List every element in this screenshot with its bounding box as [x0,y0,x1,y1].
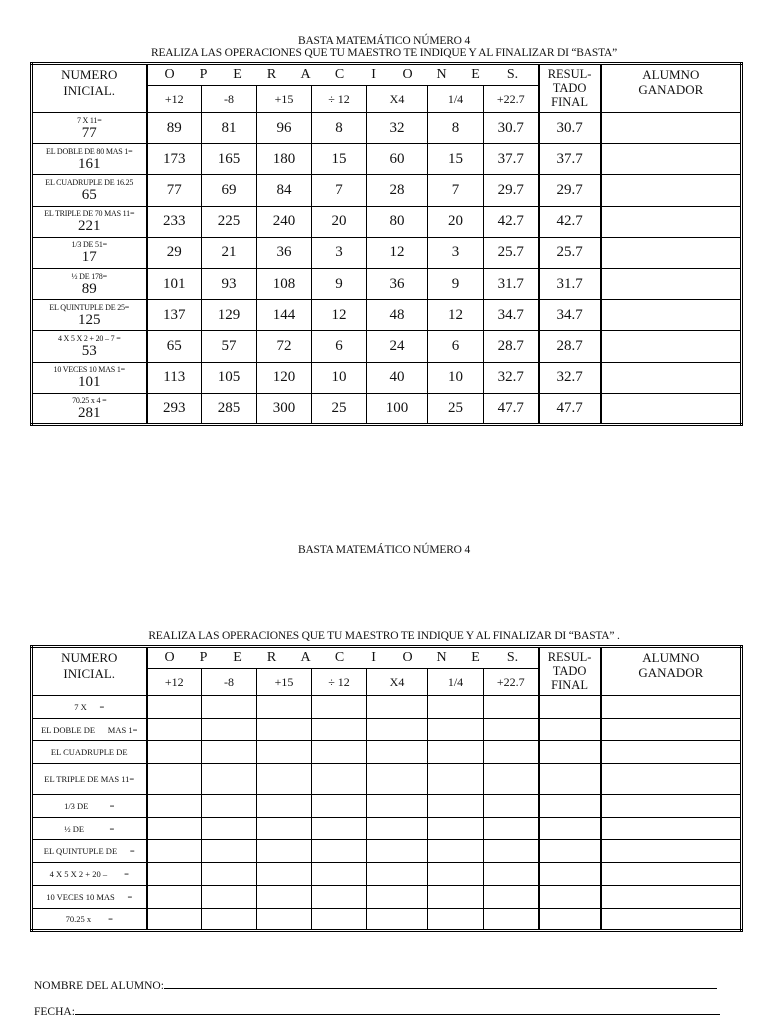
operation-value-cell: 96 [257,113,312,144]
operation-value-cell: 24 [367,331,428,362]
operation-header: ÷ 12 [312,669,367,696]
result-input-cell[interactable] [539,840,601,863]
initial-number: 77 [81,124,97,141]
operation-value-cell: 93 [202,268,257,299]
operation-value-cell: 285 [202,393,257,424]
winner-cell[interactable] [601,300,742,331]
operaciones-letter: E [471,67,480,82]
initial-number-cell [32,144,147,175]
operation-input-cell[interactable] [312,863,367,886]
operaciones-letter: O [164,650,175,665]
result-cell: 25.7 [539,237,601,268]
prompt-text: 1/3 DE 51= [71,240,107,250]
table-row [32,741,742,764]
operation-input-cell[interactable] [312,817,367,840]
operation-value-cell: 293 [147,393,202,424]
operation-value-cell: 108 [257,268,312,299]
initial-number: 281 [78,404,101,421]
initial-number-cell[interactable]: EL TRIPLE DE MAS 11= [32,764,147,795]
operation-value-cell: 6 [428,331,484,362]
operation-value-cell: 300 [257,393,312,424]
operation-header: -8 [202,86,257,113]
operation-header: +22.7 [484,669,539,696]
operation-value-cell: 32.7 [484,362,539,393]
table-row [32,908,742,931]
operation-input-cell[interactable] [257,718,312,741]
operation-value-cell: 20 [312,206,367,237]
operation-value-cell: 10 [428,362,484,393]
operation-value-cell: 31.7 [484,268,539,299]
winner-cell[interactable] [601,206,742,237]
prompt-text: EL CUADRUPLE DE 16.25 [45,177,134,187]
operation-input-cell[interactable] [147,885,202,908]
initial-number-cell[interactable]: 4 X 5 X 2 + 20 – = [32,863,147,886]
operation-value-cell: 7 [428,175,484,206]
operation-value-cell: 129 [202,300,257,331]
operation-input-cell[interactable] [428,908,484,931]
student-name-label: NOMBRE DEL ALUMNO: [34,980,164,992]
operation-input-cell[interactable] [428,696,484,719]
result-input-cell[interactable] [539,885,601,908]
initial-number-cell[interactable]: 70.25 x = [32,908,147,931]
initial-number: 221 [78,218,101,235]
winner-input-cell[interactable] [601,764,742,795]
initial-number-cell [32,362,147,393]
operation-value-cell: 36 [257,237,312,268]
winner-cell[interactable] [601,144,742,175]
operation-input-cell[interactable] [147,840,202,863]
operation-input-cell[interactable] [484,696,539,719]
prompt-text: ½ DE 178= [71,271,107,281]
initial-number-cell [32,268,147,299]
operation-value-cell: 32 [367,113,428,144]
header-numero-inicial: NUMERO INICIAL. [32,64,147,113]
operation-input-cell[interactable] [202,696,257,719]
operation-value-cell: 34.7 [484,300,539,331]
operation-value-cell: 180 [257,144,312,175]
header-operaciones [147,64,539,86]
table-row [32,268,742,299]
operation-input-cell[interactable] [428,863,484,886]
operation-input-cell[interactable] [312,840,367,863]
initial-number: 65 [81,186,97,203]
operation-input-cell[interactable] [202,795,257,818]
operation-input-cell[interactable] [312,741,367,764]
operation-input-cell[interactable] [257,840,312,863]
result-cell: 47.7 [539,393,601,424]
operation-value-cell: 8 [312,113,367,144]
operation-header: X4 [367,86,428,113]
operation-input-cell[interactable] [367,764,428,795]
operaciones-letter: S. [506,67,519,82]
winner-input-cell[interactable] [601,795,742,818]
operation-value-cell: 65 [147,331,202,362]
operation-value-cell: 60 [367,144,428,175]
initial-number-cell[interactable]: 10 VECES 10 MAS = [32,885,147,908]
operation-input-cell[interactable] [257,795,312,818]
student-name-field[interactable] [34,978,717,992]
operation-input-cell[interactable] [484,885,539,908]
operation-value-cell: 100 [367,393,428,424]
table-row [32,144,742,175]
table-row [32,113,742,144]
prompt-text: 10 VECES 10 MAS 1= [53,365,125,375]
operation-value-cell: 81 [202,113,257,144]
result-cell: 37.7 [539,144,601,175]
operation-input-cell[interactable] [367,885,428,908]
result-input-cell[interactable] [539,696,601,719]
initial-number-cell [32,300,147,331]
table-row [32,764,742,795]
result-input-cell[interactable] [539,764,601,795]
result-input-cell[interactable] [539,863,601,886]
operation-header: X4 [367,669,428,696]
header-alumno-ganador: ALUMNO GANADOR [601,647,742,696]
table-row [32,175,742,206]
result-cell: 42.7 [539,206,601,237]
winner-cell[interactable] [601,237,742,268]
operation-input-cell[interactable] [367,741,428,764]
operation-input-cell[interactable] [428,795,484,818]
table-row [32,840,742,863]
header-alumno-ganador: ALUMNO GANADOR [601,64,742,113]
operation-input-cell[interactable] [257,764,312,795]
operation-value-cell: 3 [428,237,484,268]
operation-value-cell: 30.7 [484,113,539,144]
prompt-text: EL TRIPLE DE 70 MAS 11= [44,209,135,219]
result-cell: 28.7 [539,331,601,362]
operation-value-cell: 69 [202,175,257,206]
header-numero-inicial: NUMERO INICIAL. [32,647,147,696]
operation-input-cell[interactable] [428,840,484,863]
operaciones-letter: E [471,650,480,665]
operation-value-cell: 173 [147,144,202,175]
basta-table-blank [30,645,743,932]
table-row [32,885,742,908]
operation-input-cell[interactable] [484,817,539,840]
operation-header: -8 [202,669,257,696]
initial-number-cell[interactable]: 1/3 DE = [32,795,147,818]
result-cell: 32.7 [539,362,601,393]
operaciones-letter: R [266,67,277,82]
sheet2-subtitle: REALIZA LAS OPERACIONES QUE TU MAESTRO TE INDIQUE Y AL FINALIZAR DI “BASTA” . [148,630,620,642]
operation-input-cell[interactable] [367,795,428,818]
operation-value-cell: 25 [312,393,367,424]
operation-value-cell: 40 [367,362,428,393]
operation-value-cell: 12 [428,300,484,331]
operation-input-cell[interactable] [147,795,202,818]
operaciones-letter: P [199,67,208,82]
initial-number-cell [32,237,147,268]
operaciones-letter: S. [506,650,519,665]
table-row [32,331,742,362]
initial-number: 101 [78,374,101,391]
initial-number-cell[interactable]: EL DOBLE DE MAS 1= [32,718,147,741]
operation-value-cell: 9 [428,268,484,299]
operation-value-cell: 29.7 [484,175,539,206]
result-cell: 29.7 [539,175,601,206]
operation-input-cell[interactable] [428,764,484,795]
operation-value-cell: 42.7 [484,206,539,237]
operation-input-cell[interactable] [147,741,202,764]
operation-value-cell: 48 [367,300,428,331]
initial-number: 53 [81,342,97,359]
winner-input-cell[interactable] [601,908,742,931]
operation-header: 1/4 [428,86,484,113]
initial-number-cell [32,393,147,424]
header-resultado-final: RESUL- TADO FINAL [539,64,601,113]
operation-input-cell[interactable] [484,908,539,931]
operation-header: +12 [147,86,202,113]
initial-number-cell[interactable]: EL QUINTUPLE DE = [32,840,147,863]
operation-value-cell: 77 [147,175,202,206]
table-row [32,696,742,719]
initial-number-cell[interactable]: ½ DE = [32,817,147,840]
operation-input-cell[interactable] [202,718,257,741]
operation-value-cell: 120 [257,362,312,393]
initial-number-cell [32,331,147,362]
operation-input-cell[interactable] [147,764,202,795]
prompt-text: 70.25 x 4 = [72,395,107,405]
winner-input-cell[interactable] [601,741,742,764]
date-label: FECHA: [34,1006,75,1018]
operaciones-letter: O [164,67,175,82]
operaciones-letter: O [402,67,413,82]
result-input-cell[interactable] [539,741,601,764]
table-row [32,718,742,741]
operaciones-letter: C [334,650,345,665]
operation-value-cell: 105 [202,362,257,393]
date-line[interactable] [75,1004,720,1015]
result-input-cell[interactable] [539,718,601,741]
initial-number: 89 [81,280,97,297]
operation-input-cell[interactable] [484,718,539,741]
operation-input-cell[interactable] [257,696,312,719]
operation-value-cell: 7 [312,175,367,206]
result-cell: 34.7 [539,300,601,331]
operation-value-cell: 89 [147,113,202,144]
operation-input-cell[interactable] [484,764,539,795]
operation-input-cell[interactable] [202,840,257,863]
operation-header: +12 [147,669,202,696]
table-row [32,300,742,331]
result-cell: 31.7 [539,268,601,299]
table-row [32,795,742,818]
table-row [32,393,742,424]
operaciones-letter: I [371,67,376,82]
operation-value-cell: 25.7 [484,237,539,268]
operation-input-cell[interactable] [484,741,539,764]
operation-value-cell: 144 [257,300,312,331]
operation-value-cell: 28 [367,175,428,206]
operation-value-cell: 225 [202,206,257,237]
table-row [32,817,742,840]
basta-table-filled [30,62,743,426]
operation-value-cell: 20 [428,206,484,237]
operation-value-cell: 12 [312,300,367,331]
operation-input-cell[interactable] [257,817,312,840]
table-row [32,863,742,886]
operation-value-cell: 165 [202,144,257,175]
operation-value-cell: 240 [257,206,312,237]
operaciones-letter: O [402,650,413,665]
operation-input-cell[interactable] [428,718,484,741]
operation-input-cell[interactable] [367,908,428,931]
operation-input-cell[interactable] [147,908,202,931]
operation-value-cell: 21 [202,237,257,268]
prompt-text: EL QUINTUPLE DE 25= [49,302,130,312]
operation-value-cell: 84 [257,175,312,206]
winner-input-cell[interactable] [601,817,742,840]
operaciones-letter: P [199,650,208,665]
prompt-text: 4 X 5 X 2 + 20 – 7 = [57,333,121,343]
operation-value-cell: 8 [428,113,484,144]
winner-input-cell[interactable] [601,885,742,908]
winner-input-cell[interactable] [601,696,742,719]
operation-value-cell: 15 [428,144,484,175]
winner-input-cell[interactable] [601,718,742,741]
initial-number-cell [32,175,147,206]
operation-value-cell: 3 [312,237,367,268]
header-operaciones [147,647,539,669]
winner-input-cell[interactable] [601,840,742,863]
table-row [32,206,742,237]
operation-input-cell[interactable] [202,817,257,840]
student-name-line[interactable] [164,978,717,989]
operaciones-letter: E [233,67,242,82]
operation-value-cell: 28.7 [484,331,539,362]
operation-input-cell[interactable] [257,885,312,908]
operation-input-cell[interactable] [257,741,312,764]
winner-cell[interactable] [601,331,742,362]
result-input-cell[interactable] [539,817,601,840]
operation-value-cell: 47.7 [484,393,539,424]
operation-header: +15 [257,669,312,696]
operaciones-letter: E [233,650,242,665]
operation-value-cell: 9 [312,268,367,299]
operation-value-cell: 6 [312,331,367,362]
operation-input-cell[interactable] [202,764,257,795]
operaciones-letter: A [300,67,311,82]
operation-value-cell: 25 [428,393,484,424]
operation-value-cell: 37.7 [484,144,539,175]
operation-input-cell[interactable] [202,863,257,886]
winner-cell[interactable] [601,175,742,206]
table-row [32,237,742,268]
prompt-text: EL DOBLE DE 80 MAS 1= [46,146,133,156]
winner-cell[interactable] [601,113,742,144]
operation-input-cell[interactable] [312,696,367,719]
operation-input-cell[interactable] [428,741,484,764]
operation-value-cell: 137 [147,300,202,331]
operation-input-cell[interactable] [484,863,539,886]
operaciones-letter: N [436,67,447,82]
operation-input-cell[interactable] [312,885,367,908]
operation-value-cell: 101 [147,268,202,299]
operation-header: ÷ 12 [312,86,367,113]
operation-input-cell[interactable] [202,908,257,931]
operation-input-cell[interactable] [484,840,539,863]
initial-number-cell[interactable]: 7 X = [32,696,147,719]
operation-value-cell: 113 [147,362,202,393]
initial-number-cell[interactable]: EL CUADRUPLE DE [32,741,147,764]
operation-input-cell[interactable] [257,863,312,886]
operation-header: 1/4 [428,669,484,696]
operation-value-cell: 29 [147,237,202,268]
table-row [32,362,742,393]
operaciones-letter: I [371,650,376,665]
operaciones-letter: N [436,650,447,665]
operation-value-cell: 57 [202,331,257,362]
sheet1-title: BASTA MATEMÁTICO NÚMERO 4 [297,35,471,47]
operation-input-cell[interactable] [147,863,202,886]
operation-value-cell: 233 [147,206,202,237]
operation-value-cell: 36 [367,268,428,299]
operation-input-cell[interactable] [367,718,428,741]
operation-value-cell: 10 [312,362,367,393]
operaciones-letter: A [300,650,311,665]
operation-input-cell[interactable] [367,863,428,886]
header-resultado-final: RESUL- TADO FINAL [539,647,601,696]
operation-input-cell[interactable] [147,696,202,719]
winner-cell[interactable] [601,268,742,299]
operation-input-cell[interactable] [367,696,428,719]
sheet1-subtitle: REALIZA LAS OPERACIONES QUE TU MAESTRO TE INDIQUE Y AL FINALIZAR DI “BASTA” [151,47,617,59]
operation-value-cell: 80 [367,206,428,237]
operation-input-cell[interactable] [428,885,484,908]
result-input-cell[interactable] [539,795,601,818]
operation-value-cell: 72 [257,331,312,362]
prompt-text: 7 X 11= [76,115,102,125]
winner-cell[interactable] [601,362,742,393]
operation-value-cell: 15 [312,144,367,175]
operation-input-cell[interactable] [484,795,539,818]
initial-number: 161 [78,155,101,172]
sheet2-title: BASTA MATEMÁTICO NÚMERO 4 [297,544,471,556]
initial-number: 125 [78,311,101,328]
operation-header: +15 [257,86,312,113]
operation-input-cell[interactable] [428,817,484,840]
operation-input-cell[interactable] [312,718,367,741]
operation-input-cell[interactable] [312,908,367,931]
result-cell: 30.7 [539,113,601,144]
winner-input-cell[interactable] [601,863,742,886]
winner-cell[interactable] [601,393,742,424]
initial-number-cell [32,113,147,144]
operation-input-cell[interactable] [367,840,428,863]
date-field[interactable] [34,1004,720,1018]
operation-input-cell[interactable] [312,795,367,818]
initial-number: 17 [81,249,97,266]
operation-input-cell[interactable] [202,741,257,764]
operation-input-cell[interactable] [312,764,367,795]
operation-input-cell[interactable] [257,908,312,931]
operation-value-cell: 12 [367,237,428,268]
result-input-cell[interactable] [539,908,601,931]
operaciones-letter: C [334,67,345,82]
operation-input-cell[interactable] [367,817,428,840]
initial-number-cell [32,206,147,237]
operation-input-cell[interactable] [147,718,202,741]
operation-header: +22.7 [484,86,539,113]
operation-input-cell[interactable] [147,817,202,840]
operaciones-letter: R [266,650,277,665]
operation-input-cell[interactable] [202,885,257,908]
